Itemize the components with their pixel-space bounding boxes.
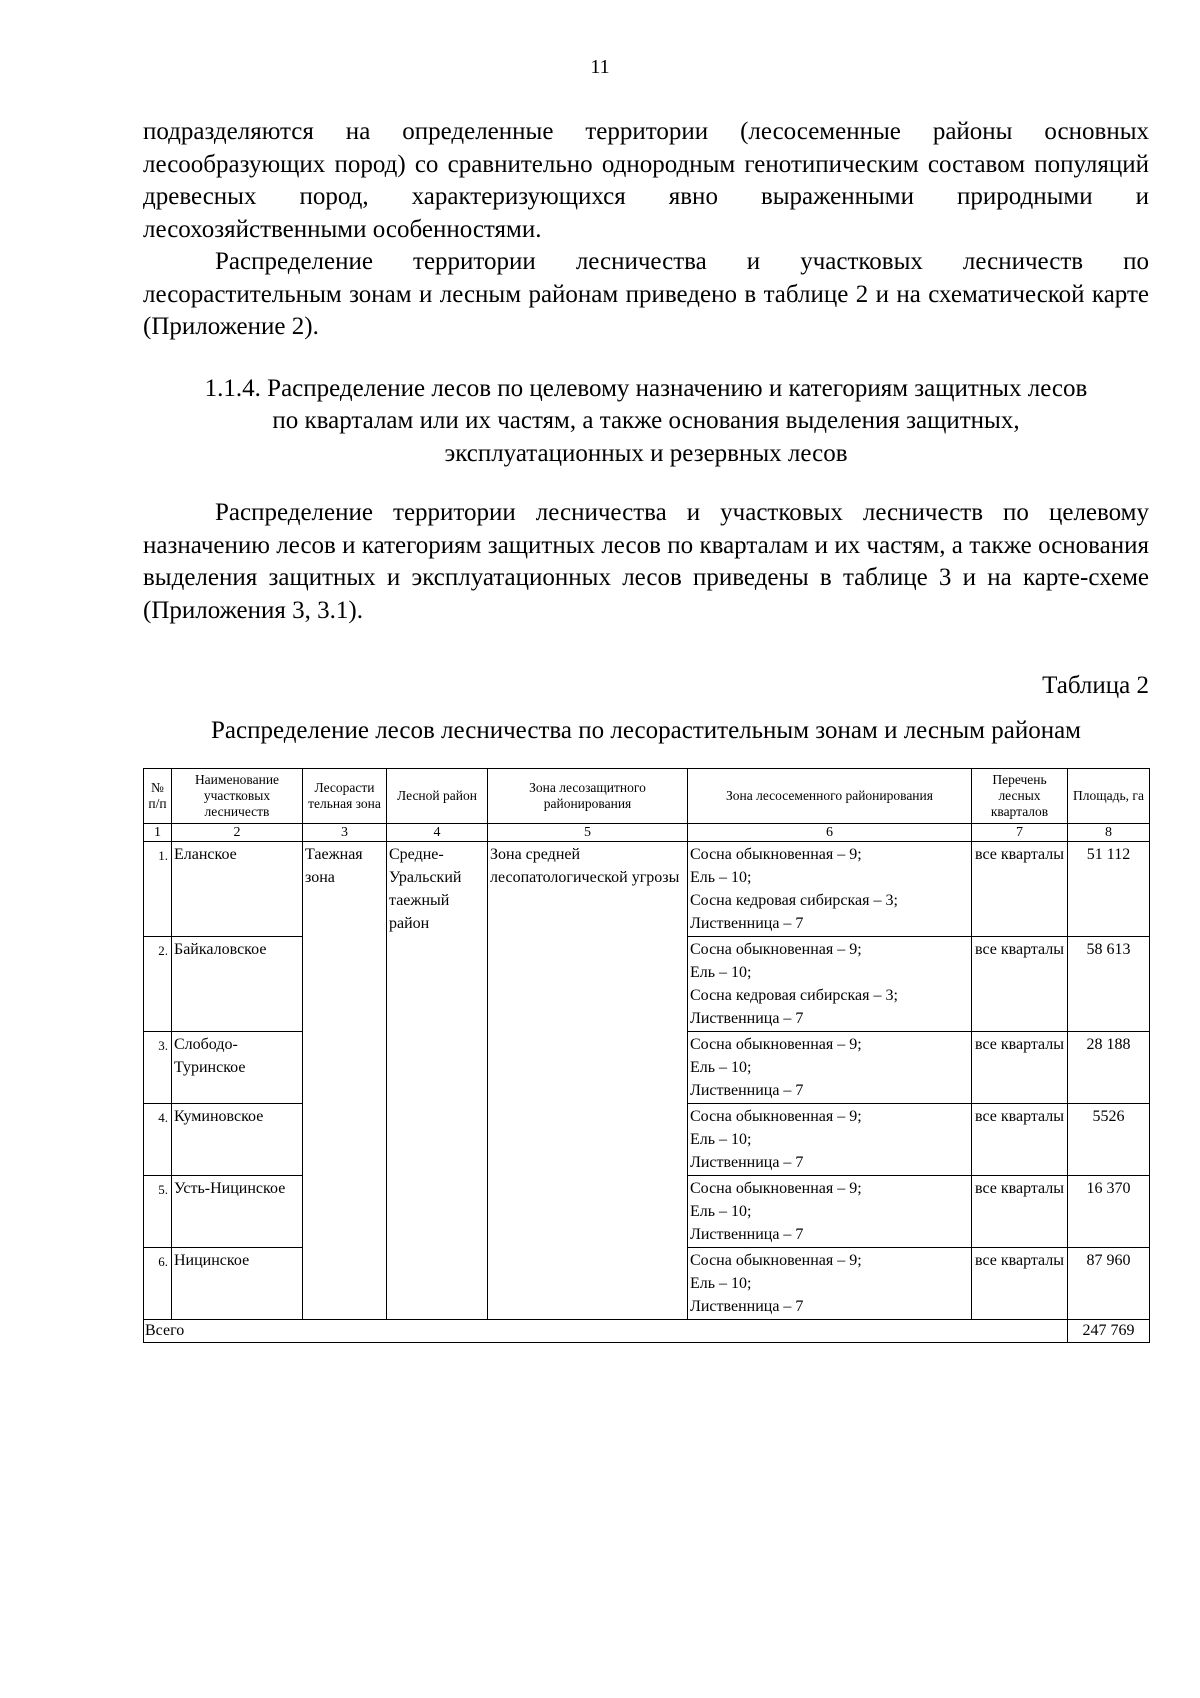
area: 28 188 — [1068, 1032, 1150, 1104]
seed-zone-line: Сосна обыкновенная – 9; — [690, 941, 862, 958]
table-label: Таблица 2 — [1042, 672, 1149, 699]
quarters: все кварталы — [972, 1176, 1068, 1248]
quarters: все кварталы — [972, 937, 1068, 1032]
table-title: Распределение лесов лесничества по лесорастительным зонам и лесным районам — [210, 717, 1082, 744]
seed-zone-line: Сосна обыкновенная – 9; — [690, 1108, 862, 1125]
forest-district: Средне-Уральский таежный район — [387, 842, 488, 1320]
seed-zone — [688, 842, 972, 937]
row-number: 2. — [144, 937, 172, 1032]
seed-zone-line: Ель – 10; — [690, 1059, 752, 1076]
header-district-name: Наименование участковых лесничеств — [172, 769, 303, 824]
seed-zone-line: Сосна кедровая сибирская – 3; — [690, 892, 898, 909]
district-name: Усть-Ницинское — [172, 1176, 303, 1248]
forest-distribution-table — [143, 768, 1150, 1343]
total-row — [144, 1320, 1150, 1343]
seed-zone-line: Сосна обыкновенная – 9; — [690, 846, 862, 863]
section-heading-line-2: по кварталам или их частям, а также основания выделения защитных, — [272, 407, 1020, 434]
paragraph-3: Распределение территории лесничества и участковых лесничеств по целевому назначению лесов и категориям защитных лесов по кварталам и их частям, а также основания выделения защитных и эксплуатационных лесов приведены в таблице 3 и на карте-схеме (Приложения 3, 3.1). — [143, 499, 1149, 624]
quarters: все кварталы — [972, 842, 1068, 937]
column-number: 1 — [144, 824, 172, 842]
table-header-row — [144, 769, 1150, 824]
seed-zone-line: Сосна кедровая сибирская – 3; — [690, 987, 898, 1004]
seed-zone-line: Лиственница – 7 — [690, 1082, 804, 1099]
district-name: Куминовское — [172, 1104, 303, 1176]
quarters: все кварталы — [972, 1248, 1068, 1320]
seed-zone — [688, 1176, 972, 1248]
protection-zone: Зона средней лесопатологической угрозы — [488, 842, 688, 1320]
paragraph-2: Распределение территории лесничества и участковых лесничеств по лесорастительным зонам и лесным районам приведено в таблице 2 и на схематической карте (Приложение 2). — [143, 248, 1149, 340]
seed-zone-line: Ель – 10; — [690, 1203, 752, 1220]
seed-zone — [688, 1248, 972, 1320]
header-protection-zone: Зона лесозащитного районирования — [488, 769, 688, 824]
district-name: Слободо-Туринское — [172, 1032, 303, 1104]
column-number-row — [144, 824, 1150, 842]
vegetation-zone: Таежная зона — [303, 842, 387, 1320]
row-number: 5. — [144, 1176, 172, 1248]
seed-zone-line: Лиственница – 7 — [690, 915, 804, 932]
row-number: 3. — [144, 1032, 172, 1104]
row-number: 1. — [144, 842, 172, 937]
section-heading-line-1: 1.1.4. Распределение лесов по целевому назначению и категориям защитных лесов — [204, 374, 1088, 402]
seed-zone — [688, 1032, 972, 1104]
page-number: 11 — [590, 56, 610, 78]
area: 87 960 — [1068, 1248, 1150, 1320]
quarters: все кварталы — [972, 1104, 1068, 1176]
section-heading — [143, 373, 1149, 471]
column-number: 3 — [303, 824, 387, 842]
row-number: 4. — [144, 1104, 172, 1176]
area: 16 370 — [1068, 1176, 1150, 1248]
header-vegetation-zone: Лесорасти тельная зона — [303, 769, 387, 824]
column-number: 7 — [972, 824, 1068, 842]
header-number: № п/п — [144, 769, 172, 824]
column-number: 5 — [488, 824, 688, 842]
seed-zone-line: Ель – 10; — [690, 1275, 752, 1292]
column-number: 6 — [688, 824, 972, 842]
header-forest-district: Лесной район — [387, 769, 488, 824]
area: 58 613 — [1068, 937, 1150, 1032]
column-number: 2 — [172, 824, 303, 842]
seed-zone-line: Лиственница – 7 — [690, 1010, 804, 1027]
district-name: Еланское — [172, 842, 303, 937]
paragraph-1: подразделяются на определенные территории (лесосеменные районы основных лесообразующих пород) со сравнительно однородным генотипическим составом популяций древесных пород, характеризующихся явно выраженными природными и лесохозяйственными особенностями. — [143, 118, 1149, 243]
total-value: 247 769 — [1068, 1320, 1150, 1343]
header-quarters: Перечень лесных кварталов — [972, 769, 1068, 824]
district-name: Байкаловское — [172, 937, 303, 1032]
table-row — [144, 842, 1150, 937]
seed-zone-line: Ель – 10; — [690, 964, 752, 981]
seed-zone-line: Ель – 10; — [690, 869, 752, 886]
seed-zone-line: Лиственница – 7 — [690, 1226, 804, 1243]
seed-zone — [688, 937, 972, 1032]
section-heading-line-3: эксплуатационных и резервных лесов — [444, 439, 848, 467]
district-name: Ницинское — [172, 1248, 303, 1320]
seed-zone-line: Сосна обыкновенная – 9; — [690, 1036, 862, 1053]
area: 5526 — [1068, 1104, 1150, 1176]
column-number: 4 — [387, 824, 488, 842]
seed-zone-line: Лиственница – 7 — [690, 1154, 804, 1171]
quarters: все кварталы — [972, 1032, 1068, 1104]
header-area: Площадь, га — [1068, 769, 1150, 824]
row-number: 6. — [144, 1248, 172, 1320]
total-label: Всего — [144, 1320, 1068, 1343]
seed-zone-line: Сосна обыкновенная – 9; — [690, 1180, 862, 1197]
seed-zone-line: Ель – 10; — [690, 1131, 752, 1148]
seed-zone-line: Лиственница – 7 — [690, 1298, 804, 1315]
seed-zone — [688, 1104, 972, 1176]
seed-zone-line: Сосна обыкновенная – 9; — [690, 1252, 862, 1269]
document-body — [143, 116, 1149, 1343]
column-number: 8 — [1068, 824, 1150, 842]
header-seed-zone: Зона лесосеменного районирования — [688, 769, 972, 824]
area: 51 112 — [1068, 842, 1150, 937]
